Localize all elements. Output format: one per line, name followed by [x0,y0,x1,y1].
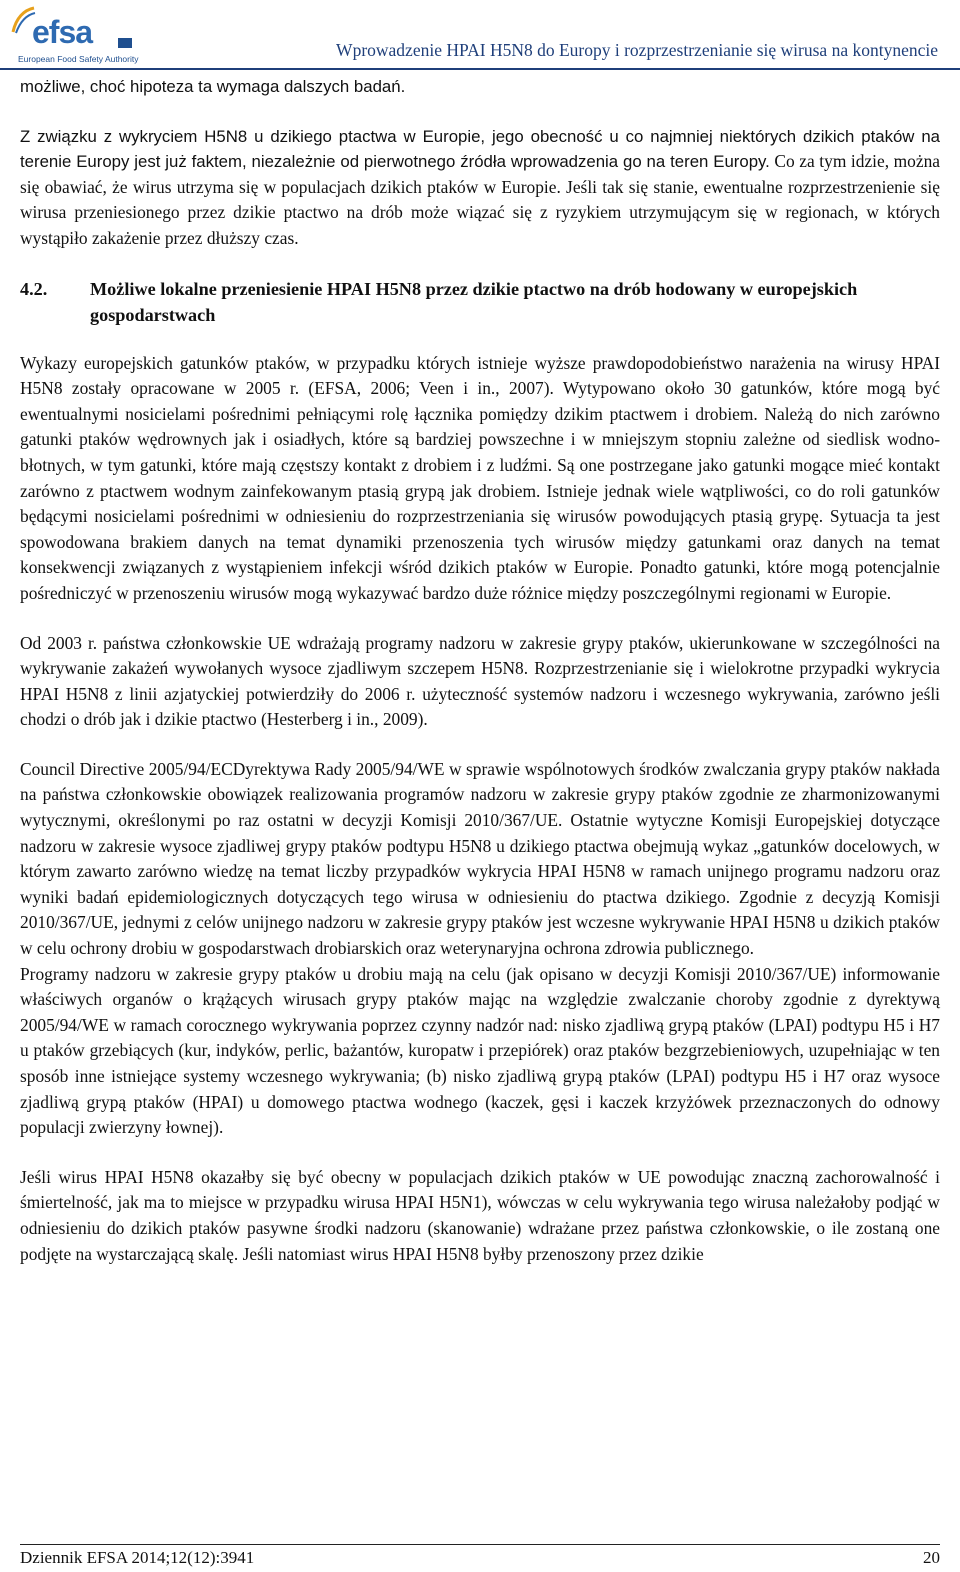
page-header [0,0,960,72]
page-footer [0,1542,960,1572]
logo-wordmark: efsa [32,14,93,50]
section-title: Możliwe lokalne przeniesienie HPAI H5N8 przez dzikie ptactwo na drób hodowany w europejskich gospodarstwach [90,278,858,325]
sentence-serif-2: Co za tym idzie, można się obawiać, że wirus utrzyma się w populacjach dzikich ptaków w Europie. [20,151,941,197]
paragraph-passive-surveillance: Jeśli wirus HPAI H5N8 okazałby się być obecny w populacjach dzikich ptaków w UE powodując znaczną zachorowalność i śmiertelność, jak ma to miejsce w przypadku wirusa HPAI H5N1), wówczas w celu wykrywania tego wirusa należałoby podjąć w odniesieniu do dzikich ptaków pasywne środki nadzoru (skanowanie) wdrażane przez państwa członkowskie, o ile zostaną one podjęte na wystarczającą skalę. Jeśli natomiast wirus HPAI H5N8 byłby przenoszony przez dzikie [20,1166,940,1264]
paragraph-council-directive: Council Directive 2005/94/ECDyrektywa Rady 2005/94/WE w sprawie wspólnotowych środków zwalczania grypy ptaków nakłada na państwa członkowskie obowiązek realizowania programów nadzoru w zakresie grypy ptaków zgodnie ze zharmonizowanymi wytycznymi, określonymi po raz ostatni w decyzji Komisji 2010/367/UE. Ostatnie wytyczne Komisji Europejskiej dotyczące nadzoru w zakresie wysoce zjadliwej grypy ptaków podtypu H5N8 u dzikiego ptactwa obejmują wykaz „gatunków docelowych, w którym zawarto zarówno wiedzę na temat liczby przypadków wykrycia HPAI H5N8 w ramach unijnego programu nadzoru oraz wyniki badań epidemiologicznych dotyczących tego wirusa w odniesieniu do ptactwa dzikiego. Zgodnie z decyzją Komisji 2010/367/UE, jednymi z celów unijnego nadzoru w zakresie grypy ptaków jest wczesne wykrywanie HPAI H5N8 u dzikich ptaków w celu ochrony drobiu w gospodarstwach drobiarskich oraz weterynaryjna ochrona zdrowia publicznego. [20,758,940,959]
sentence-sans-1: Z związku z wykryciem H5N8 u dzikiego ptactwa w Europie, jego obecność u co najmniej niektórych dzikich ptaków na terenie Europy jest już faktem, niezależnie od pierwotnego źródła wprowadzenia go na teren Europy. [20,126,940,172]
journal-citation: Dziennik EFSA 2014;12(12):3941 [20,1548,255,1567]
sentence-serif-3: Jeśli tak się stanie, ewentualne rozprzestrzenienie się wirusa przeniesionego przez dzikie ptactwo na drób może wiązać się z ryzykiem utrzymującym się w regionach, w których wystąpiło zakażenie przez dłuższy czas. [20,176,940,248]
logo-subtitle: European Food Safety Authority [18,54,139,64]
section-number: 4.2. [20,278,48,299]
paragraph-surveillance-programs: Od 2003 r. państwa członkowskie UE wdrażają programy nadzoru w zakresie grypy ptaków, ukierunkowane w szczególności na wykrywanie zakażeń wywołanych wysoce zjadliwym szczepem H5N8. Rozprzestrzenianie się i wielokrotne przypadki wykrycia HPAI H5N8 z linii azjatyckiej potwierdziły do 2006 r. użyteczność systemów nadzoru i wczesnego wykrywania, zarówno jeśli chodzi o drób jak i dzikie ptactwo (Hesterberg i in., 2009). [20,632,940,730]
section-heading [20,276,940,328]
page-number: 20 [923,1548,940,1567]
footer-divider [20,1544,940,1545]
paragraph-continuation: możliwe, choć hipoteza ta wymaga dalszych badań. [20,77,406,96]
eu-flag-icon [118,38,132,48]
paragraph-species-lists: Wykazy europejskich gatunków ptaków, w przypadku których istnieje wyższe prawdopodobieństwo narażenia na wirusy HPAI H5N8 zostały opracowane w 2005 r. (EFSA, 2006; Veen i in., 2007). Wytypowano około 30 gatunków, które mogą być ewentualnymi nosicielami pośrednimi pełniącymi rolę łącznika pomiędzy dzikim ptactwem i drobiem. Należą do nich zarówno gatunki ptaków wędrownych jak i osiadłych, które są bardziej powszechne i w mniejszym stopniu zależne od siedlisk wodno-błotnych, w tym gatunki, które mają częstszy kontakt z drobiem i z ludźmi. Są one postrzegane jako gatunki mogące mieć kontakt zarówno z ptactwem wodnym zainfekowanym ptasią grypą jak drobiem. Istnieje jednak wiele wątpliwości, co do roli gatunków będącymi nosicielami pośrednimi w odniesieniu do rozprzestrzeniania się wirusów powodujących ptasią grypę. Sytuacja ta jest spowodowana brakiem danych na temat dynamiki przenoszenia tych wirusów między gatunkami oraz danych na temat konsekwencji związanych z wystąpieniem infekcji wśród dzikich ptaków w Europie. Ponadto gatunki, które mogą potencjalnie pośredniczyć w przenoszeniu wirusów mogą wykazywać bardzo duże różnice między poszczególnymi regionami w Europie. [20,352,940,603]
paragraph-wild-birds [20,124,940,252]
body-text [20,74,940,1267]
paragraph-poultry-surveillance: Programy nadzoru w zakresie grypy ptaków u drobiu mają na celu (jak opisano w decyzji Komisji 2010/367/UE) informowanie właściwych organów o krążących wirusach grypy ptaków mając na względzie zwalczanie choroby zgodnie z dyrektywą 2005/94/WE w ramach corocznego wykrywania poprzez czynny nadzór nad: nisko zjadliwą grypą ptaków (LPAI) podtypu H5 i H7 u ptaków grzebiących (kur, indyków, perlic, bażantów, kuropatw i przepiórek) oraz ptaków bezgrzebieniowych, uzupełniając w ten sposób inne istniejące systemy wczesnego wykrywania; (b) nisko zjadliwą grypą ptaków (LPAI) podtypu H5 i H7 oraz wysoce zjadliwą grypą ptaków (HPAI) u domowego ptactwa wodnego (kaczek, gęsi i kaczek krzyżówek przeznaczonych do odnowy populacji zwierzyny łownej). [20,963,940,1138]
efsa-logo [4,4,144,68]
running-title: Wprowadzenie HPAI H5N8 do Europy i rozprzestrzenianie się wirusa na kontynencie [336,40,938,60]
header-divider [0,68,960,70]
